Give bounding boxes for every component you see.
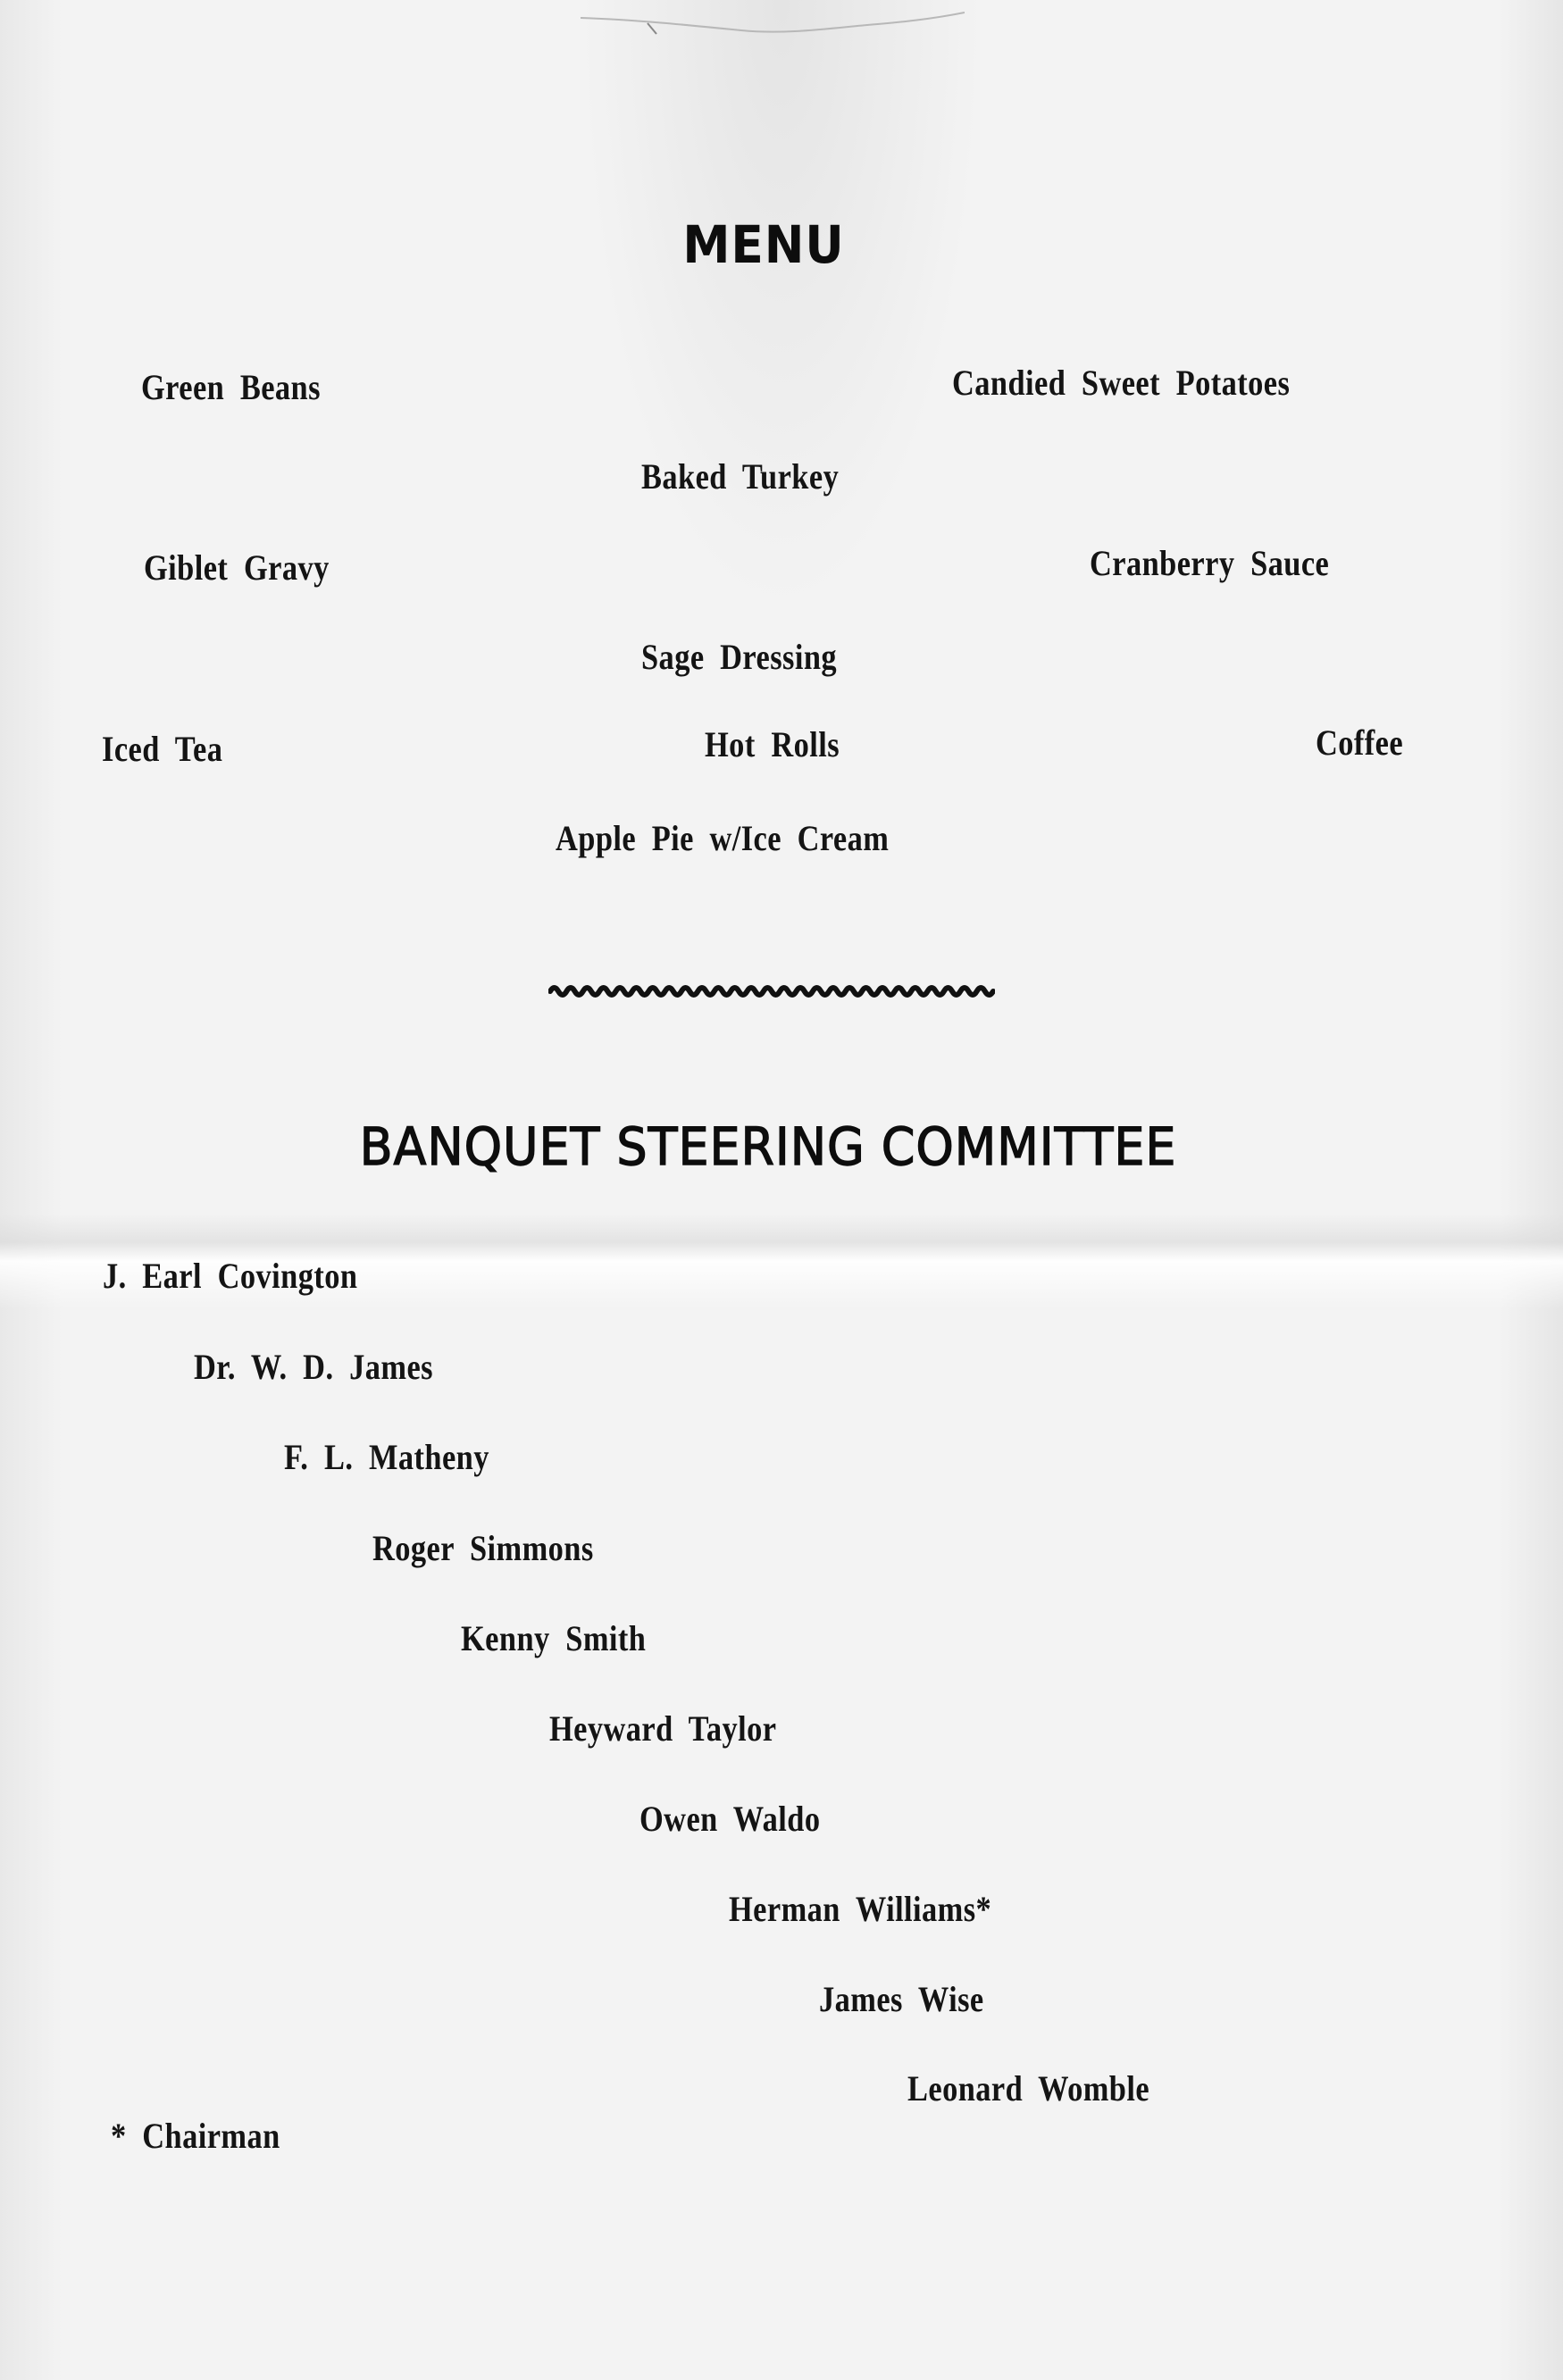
menu-item: Baked Turkey — [641, 456, 840, 497]
wavy-divider — [548, 982, 995, 1000]
menu-item: Apple Pie w/Ice Cream — [556, 818, 890, 858]
committee-member: Herman Williams* — [729, 1889, 992, 1929]
menu-item: Sage Dressing — [641, 637, 838, 677]
committee-member: Kenny Smith — [461, 1618, 647, 1658]
committee-member: J. Earl Covington — [103, 1256, 358, 1296]
committee-member: Heyward Taylor — [549, 1708, 777, 1749]
chairman-footnote: * Chairman — [111, 2116, 280, 2156]
menu-item: Giblet Gravy — [144, 547, 330, 588]
menu-item: Green Beans — [141, 367, 321, 407]
committee-member: F. L. Matheny — [284, 1437, 489, 1477]
committee-member: Dr. W. D. James — [194, 1347, 433, 1387]
menu-item: Hot Rolls — [705, 724, 840, 764]
menu-item: Cranberry Sauce — [1090, 543, 1330, 583]
committee-member: Owen Waldo — [639, 1799, 821, 1839]
paper-crease — [581, 11, 965, 38]
menu-item: Coffee — [1316, 722, 1404, 763]
committee-member: Leonard Womble — [907, 2068, 1150, 2109]
committee-title: BANQUET STEERING COMMITTEE — [359, 1116, 1177, 1177]
menu-item: Candied Sweet Potatoes — [952, 363, 1291, 403]
committee-member: James Wise — [819, 1979, 984, 2019]
committee-member: Roger Simmons — [372, 1528, 594, 1568]
menu-title: MENU — [682, 214, 845, 275]
menu-item: Iced Tea — [102, 729, 223, 769]
